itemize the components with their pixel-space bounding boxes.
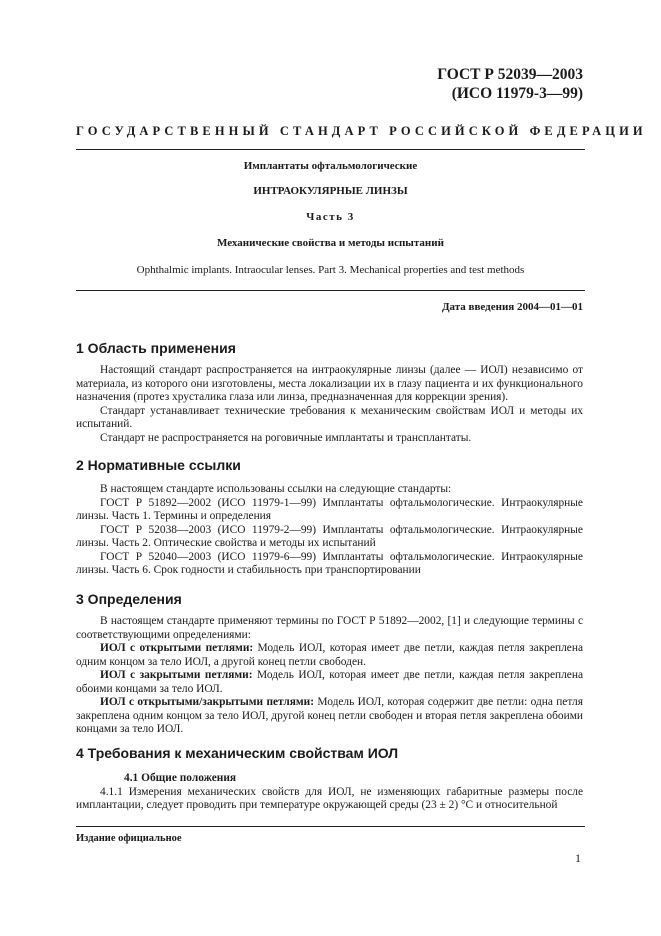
- reference-item: ГОСТ Р 52038—2003 (ИСО 11979-2—99) Имплантаты офтальмологические. Интраокулярные линзы. Часть 2. Оптические свойства и методы их испытаний: [76, 523, 583, 549]
- paragraph: Настоящий стандарт распространяется на интраокулярные линзы (далее — ИОЛ) независимо от материала, из которого они изготовлены, места локализации их в глазу пациента и их функционального назначения (протез хрусталика глаза или линза, предназначенная для коррекции зрения).: [76, 364, 583, 403]
- document-subtitle: Механические свойства и методы испытаний: [217, 237, 444, 249]
- section-1-heading: 1 Область применения: [76, 340, 236, 356]
- definition-term: ИОЛ с закрытыми петлями:: [100, 669, 253, 681]
- definition-item: [76, 642, 583, 669]
- definition-term: ИОЛ с открытыми петлями:: [100, 642, 254, 654]
- definition-text: Модель ИОЛ, которая имеет две петли, каждая петля закреплена обоими концами за тело ИОЛ.: [76, 669, 584, 695]
- standard-number: ГОСТ Р 52039—2003: [437, 66, 583, 83]
- section-4-heading: 4 Требования к механическим свойствам ИОЛ: [76, 745, 399, 761]
- paragraph: Стандарт устанавливает технические требования к механическим свойствам ИОЛ и методы их испытаний.: [76, 404, 583, 430]
- edition-label: Издание официальное: [76, 833, 182, 844]
- definition-text: Модель ИОЛ, которая имеет две петли, каждая петля закреплена одним концом за тело ИОЛ, а другой конец петли свободен.: [76, 642, 583, 668]
- section-2-body: [76, 483, 583, 578]
- definition-term: ИОЛ с открытыми/закрытыми петлями:: [100, 696, 315, 708]
- reference-item: ГОСТ Р 52040—2003 (ИСО 11979-6—99) Имплантаты офтальмологические. Интраокулярные линзы. Часть 6. Срок годности и стабильность при транспортировании: [76, 550, 583, 576]
- subsection-heading: 4.1 Общие положения: [124, 772, 237, 784]
- reference-item: ГОСТ Р 51892—2002 (ИСО 11979-1—99) Имплантаты офтальмологические. Интраокулярные линзы. Часть 1. Термины и определения: [76, 496, 583, 522]
- page-number: 1: [575, 851, 581, 865]
- english-title: Ophthalmic implants. Intraocular lenses. Part 3. Mechanical properties and test methods: [136, 264, 525, 276]
- top-rule: [76, 149, 585, 150]
- section-2-heading: 2 Нормативные ссылки: [76, 457, 241, 473]
- definition-text: Модель ИОЛ, которая содержит две петли: одна петля закреплена одним концом за тело ИОЛ, другой конец петли свободен и вторая петля закреплена обоими концами за тело ИОЛ.: [76, 696, 583, 735]
- introduction-date: Дата введения 2004—01—01: [441, 301, 583, 313]
- section-3-body: [76, 615, 583, 737]
- subject-line: Имплантаты офтальмологические: [243, 160, 418, 172]
- definition-item: [76, 669, 583, 696]
- paragraph: 4.1.1 Измерения механических свойств для ИОЛ, не изменяющих габаритные размеры после имплантации, следует проводить при температуре окружающей среды (23 ± 2) °С и относительной: [76, 785, 583, 811]
- state-standard-heading: ГОСУДАРСТВЕННЫЙ СТАНДАРТ РОССИЙСКОЙ ФЕДЕРАЦИИ: [76, 124, 647, 138]
- standard-designation: [437, 65, 583, 103]
- footer-rule: [76, 826, 585, 827]
- part-label: Часть 3: [306, 211, 355, 223]
- document-title: ИНТРАОКУЛЯРНЫЕ ЛИНЗЫ: [253, 185, 408, 197]
- section-1-body: [76, 364, 583, 445]
- iso-number: (ИСО 11979-3—99): [451, 85, 583, 102]
- paragraph: В настоящем стандарте применяют термины по ГОСТ Р 51892—2002, [1] и следующие термины с соответствующими определениями:: [76, 615, 583, 641]
- title-rule: [76, 290, 585, 291]
- section-4-body: [76, 772, 583, 813]
- definition-item: [76, 696, 583, 737]
- paragraph: В настоящем стандарте использованы ссылки на следующие стандарты:: [100, 483, 452, 495]
- section-3-heading: 3 Определения: [76, 591, 182, 607]
- paragraph: Стандарт не распространяется на роговичные имплантаты и трансплантаты.: [100, 431, 472, 444]
